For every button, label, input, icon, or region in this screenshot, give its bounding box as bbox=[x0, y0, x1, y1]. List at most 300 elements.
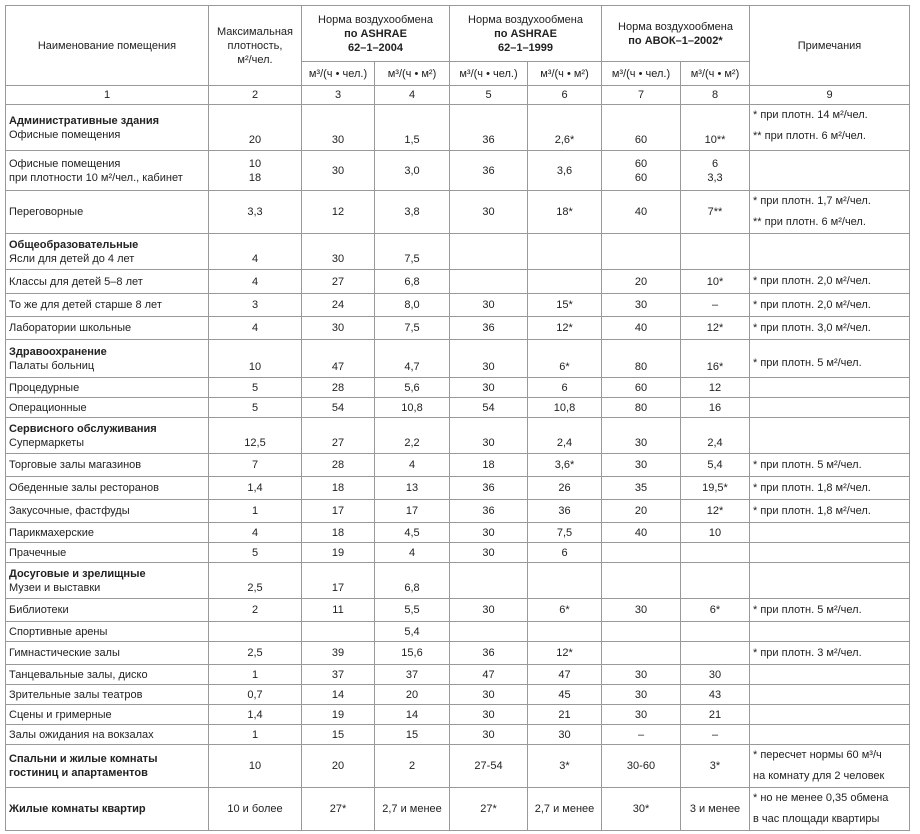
density-cell bbox=[209, 294, 302, 317]
table-row bbox=[6, 500, 910, 523]
abok-person-cell bbox=[602, 294, 681, 317]
cell-value: 45 bbox=[558, 688, 571, 701]
table-row bbox=[6, 340, 910, 378]
note-cell bbox=[750, 340, 910, 378]
note-cell bbox=[750, 563, 910, 599]
note-cell bbox=[750, 477, 910, 500]
ashrae2004-person-cell bbox=[302, 705, 375, 725]
cell-value: 20 bbox=[634, 275, 648, 288]
cell-value: 27 bbox=[331, 275, 345, 288]
ashrae1999-person-cell bbox=[450, 270, 528, 294]
room-name-cell bbox=[6, 622, 209, 642]
ashrae1999-person-cell bbox=[450, 340, 528, 378]
cell-value: 30 bbox=[482, 361, 495, 373]
cell-value: 1 bbox=[251, 505, 259, 517]
cell-value: 30 bbox=[482, 299, 495, 311]
room-name: Лаборатории школьные bbox=[9, 322, 132, 334]
unit-abok-person: м³/(ч • чел.) bbox=[602, 62, 681, 86]
room-name-cell bbox=[6, 665, 209, 685]
cell-value: 6* bbox=[709, 604, 721, 616]
room-name: Жилые комнаты квартир bbox=[9, 803, 146, 815]
ashrae1999-person-cell bbox=[450, 745, 528, 788]
ashrae1999-person-cell bbox=[450, 705, 528, 725]
note-cell bbox=[750, 622, 910, 642]
note-line: ** при плотн. 6 м²/чел. bbox=[753, 216, 866, 228]
cell-value: 5,6 bbox=[404, 381, 420, 394]
note-cell bbox=[750, 685, 910, 705]
ashrae2004-person-cell bbox=[302, 543, 375, 563]
cell-value: 20 bbox=[248, 134, 262, 146]
cell-value: 1,4 bbox=[247, 482, 263, 494]
cell-value: – bbox=[711, 728, 719, 741]
abok-area-cell bbox=[681, 563, 750, 599]
cell-value: 27-54 bbox=[474, 760, 503, 772]
cell-value: 3,3 bbox=[707, 171, 723, 184]
ashrae1999-person-cell bbox=[450, 398, 528, 418]
cell-value: 2,4 bbox=[556, 437, 573, 449]
cell-value: 30 bbox=[708, 668, 722, 681]
cell-value: 15 bbox=[405, 728, 419, 741]
ashrae2004-person-cell bbox=[302, 105, 375, 151]
table-row bbox=[6, 105, 910, 151]
table-row bbox=[6, 378, 910, 398]
ashrae1999-area-cell bbox=[528, 642, 602, 665]
density-cell bbox=[209, 665, 302, 685]
abok-area-cell bbox=[681, 745, 750, 788]
ashrae1999-area-cell bbox=[528, 477, 602, 500]
note-cell bbox=[750, 543, 910, 563]
table-body bbox=[6, 105, 910, 831]
ashrae1999-area-cell bbox=[528, 418, 602, 454]
abok-area-cell bbox=[681, 317, 750, 340]
cell-value: 4 bbox=[251, 253, 259, 265]
note-cell bbox=[750, 317, 910, 340]
cell-value: 10,8 bbox=[401, 401, 423, 414]
abok-person-cell bbox=[602, 685, 681, 705]
note-cell bbox=[750, 454, 910, 477]
ashrae1999-person-cell bbox=[450, 477, 528, 500]
ashrae2004-area-cell bbox=[375, 705, 450, 725]
column-number: 5 bbox=[450, 86, 528, 105]
cell-value: 40 bbox=[634, 206, 648, 218]
density-cell bbox=[209, 378, 302, 398]
ashrae1999-area-cell bbox=[528, 543, 602, 563]
ashrae1999-area-cell bbox=[528, 685, 602, 705]
cell-value: 10 bbox=[248, 157, 262, 170]
cell-value: 37 bbox=[331, 668, 345, 681]
cell-value: 16 bbox=[708, 401, 722, 414]
ashrae1999-area-cell bbox=[528, 191, 602, 234]
room-name: Спортивные арены bbox=[9, 625, 108, 638]
ashrae1999-person-cell bbox=[450, 685, 528, 705]
ashrae2004-area-cell bbox=[375, 454, 450, 477]
note-line: на комнату для 2 человек bbox=[753, 770, 885, 782]
cell-value: 30 bbox=[331, 253, 345, 265]
note-line: * при плотн. 3 м²/чел. bbox=[753, 646, 862, 659]
ashrae1999-area-cell bbox=[528, 523, 602, 543]
ashrae2004-person-cell bbox=[302, 477, 375, 500]
cell-value: 18 bbox=[331, 482, 345, 494]
ashrae2004-person-cell bbox=[302, 317, 375, 340]
cell-value: 35 bbox=[634, 482, 648, 494]
room-name-cell bbox=[6, 705, 209, 725]
room-name-cell bbox=[6, 788, 209, 831]
abok-person-cell bbox=[602, 191, 681, 234]
abok-person-cell bbox=[602, 151, 681, 191]
room-name: То же для детей старше 8 лет bbox=[9, 299, 162, 311]
table-row bbox=[6, 523, 910, 543]
table-row bbox=[6, 745, 910, 788]
cell-value: 3,8 bbox=[404, 206, 420, 218]
unit-ashrae1999-person: м³/(ч • чел.) bbox=[450, 62, 528, 86]
ashrae1999-area-cell bbox=[528, 725, 602, 745]
room-name-cell bbox=[6, 294, 209, 317]
room-name: Офисные помещения bbox=[9, 128, 121, 141]
ashrae2004-person-cell bbox=[302, 418, 375, 454]
ashrae2004-person-cell bbox=[302, 563, 375, 599]
ashrae2004-person-cell bbox=[302, 788, 375, 831]
ashrae2004-area-cell bbox=[375, 294, 450, 317]
density-cell bbox=[209, 340, 302, 378]
abok-person-cell bbox=[602, 622, 681, 642]
table-row bbox=[6, 270, 910, 294]
room-name-cell bbox=[6, 270, 209, 294]
cell-value: 6,8 bbox=[404, 275, 420, 288]
cell-value: 30 bbox=[634, 459, 648, 471]
cell-value: 10 bbox=[248, 760, 262, 772]
abok-area-cell bbox=[681, 418, 750, 454]
abok-area-cell bbox=[681, 705, 750, 725]
note-line: * при плотн. 14 м²/чел. bbox=[753, 109, 868, 121]
abok-person-cell bbox=[602, 398, 681, 418]
cell-value: 3,0 bbox=[404, 164, 420, 177]
ashrae1999-person-cell bbox=[450, 317, 528, 340]
cell-value: 27* bbox=[329, 803, 347, 815]
ashrae2004-area-cell bbox=[375, 234, 450, 270]
cell-value: 27 bbox=[331, 437, 345, 449]
abok-area-cell bbox=[681, 234, 750, 270]
note-line: * при плотн. 1,8 м²/чел. bbox=[753, 481, 871, 494]
abok-area-cell bbox=[681, 685, 750, 705]
abok-person-cell bbox=[602, 317, 681, 340]
room-name-cell bbox=[6, 543, 209, 563]
ashrae1999-area-cell bbox=[528, 563, 602, 599]
ashrae1999-person-cell bbox=[450, 105, 528, 151]
cell-value: 30 bbox=[558, 728, 571, 741]
cell-value: 7** bbox=[707, 206, 723, 218]
room-name: Переговорные bbox=[9, 206, 84, 218]
note-cell bbox=[750, 378, 910, 398]
abok-person-cell bbox=[602, 642, 681, 665]
abok-area-cell bbox=[681, 543, 750, 563]
cell-value: 2,4 bbox=[707, 437, 723, 449]
cell-value: 20 bbox=[634, 505, 648, 517]
group-heading: Досуговые и зрелищные bbox=[9, 567, 146, 580]
ashrae1999-area-cell bbox=[528, 665, 602, 685]
room-name: Торговые залы магазинов bbox=[9, 459, 142, 471]
ashrae1999-area-cell bbox=[528, 599, 602, 622]
note-cell bbox=[750, 151, 910, 191]
ventilation-norms-page bbox=[5, 5, 910, 831]
note-cell bbox=[750, 745, 910, 788]
cell-value: 30 bbox=[482, 546, 495, 559]
cell-value: 15* bbox=[556, 299, 573, 311]
cell-value: 10 и более bbox=[227, 803, 283, 815]
ashrae1999-person-cell bbox=[450, 622, 528, 642]
room-name: Танцевальные залы, диско bbox=[9, 668, 148, 681]
table-row bbox=[6, 418, 910, 454]
header-name: Наименование помещения bbox=[6, 6, 209, 86]
room-name-cell bbox=[6, 642, 209, 665]
group-heading: Общеобразовательные bbox=[9, 238, 139, 251]
ashrae1999-person-cell bbox=[450, 642, 528, 665]
density-cell bbox=[209, 745, 302, 788]
ashrae2004-area-cell bbox=[375, 642, 450, 665]
cell-value: 5,5 bbox=[404, 604, 420, 616]
room-name-cell bbox=[6, 685, 209, 705]
cell-value: 2,2 bbox=[404, 437, 420, 449]
cell-value: 17 bbox=[331, 582, 345, 594]
ashrae2004-person-cell bbox=[302, 454, 375, 477]
room-name: Процедурные bbox=[9, 381, 80, 394]
ashrae1999-area-cell bbox=[528, 705, 602, 725]
note-line: * при плотн. 1,8 м²/чел. bbox=[753, 504, 871, 517]
cell-value: 12* bbox=[706, 322, 724, 334]
abok-person-cell bbox=[602, 477, 681, 500]
table-row bbox=[6, 599, 910, 622]
cell-value: 47 bbox=[482, 668, 495, 681]
cell-value: 3* bbox=[709, 760, 721, 772]
ashrae2004-area-cell bbox=[375, 418, 450, 454]
cell-value: 10** bbox=[704, 134, 726, 146]
room-name: Закусочные, фастфуды bbox=[9, 505, 130, 517]
ashrae1999-area-cell bbox=[528, 454, 602, 477]
cell-value: 12* bbox=[706, 505, 724, 517]
unit-abok-area: м³/(ч • м²) bbox=[681, 62, 750, 86]
table-row bbox=[6, 543, 910, 563]
cell-value: 36 bbox=[558, 505, 571, 517]
room-name: Операционные bbox=[9, 401, 87, 414]
cell-value: 1 bbox=[251, 668, 259, 681]
ashrae1999-person-cell bbox=[450, 599, 528, 622]
ashrae1999-person-cell bbox=[450, 454, 528, 477]
ashrae2004-area-cell bbox=[375, 398, 450, 418]
cell-value: 10,8 bbox=[553, 401, 576, 414]
ashrae2004-area-cell bbox=[375, 191, 450, 234]
ashrae1999-area-cell bbox=[528, 294, 602, 317]
ashrae1999-person-cell bbox=[450, 665, 528, 685]
ashrae2004-person-cell bbox=[302, 745, 375, 788]
cell-value: 30 bbox=[482, 526, 495, 539]
note-cell bbox=[750, 294, 910, 317]
note-line: * при плотн. 5 м²/чел. bbox=[753, 458, 862, 471]
density-cell bbox=[209, 477, 302, 500]
abok-person-cell bbox=[602, 543, 681, 563]
room-name-cell bbox=[6, 725, 209, 745]
cell-value: 5 bbox=[251, 546, 259, 559]
group-heading: Здравоохранение bbox=[9, 345, 107, 358]
note-cell bbox=[750, 665, 910, 685]
note-cell bbox=[750, 725, 910, 745]
abok-area-cell bbox=[681, 622, 750, 642]
cell-value: 30 bbox=[482, 728, 495, 741]
ashrae2004-person-cell bbox=[302, 500, 375, 523]
cell-value: 2 bbox=[251, 604, 259, 616]
cell-value: 30 bbox=[331, 164, 345, 177]
abok-area-cell bbox=[681, 105, 750, 151]
header-abok: Норма воздухообмена по АВОК–1–2002* bbox=[602, 6, 750, 62]
ashrae2004-area-cell bbox=[375, 317, 450, 340]
abok-area-cell bbox=[681, 788, 750, 831]
abok-person-cell bbox=[602, 563, 681, 599]
note-cell bbox=[750, 234, 910, 270]
note-cell bbox=[750, 500, 910, 523]
table-row bbox=[6, 642, 910, 665]
ashrae2004-area-cell bbox=[375, 270, 450, 294]
header-ashrae-2004: Норма воздухообмена по ASHRAE 62–1–2004 bbox=[302, 6, 450, 62]
note-cell bbox=[750, 599, 910, 622]
abok-person-cell bbox=[602, 234, 681, 270]
cell-value: 5,4 bbox=[404, 625, 420, 638]
density-cell bbox=[209, 454, 302, 477]
ashrae1999-area-cell bbox=[528, 788, 602, 831]
cell-value: 60 bbox=[634, 381, 648, 394]
cell-value: 39 bbox=[331, 647, 345, 659]
cell-value: – bbox=[711, 299, 719, 311]
ashrae1999-area-cell bbox=[528, 340, 602, 378]
note-line: * при плотн. 5 м²/чел. bbox=[753, 357, 862, 369]
ashrae2004-area-cell bbox=[375, 599, 450, 622]
cell-value: 30 bbox=[634, 708, 648, 721]
ashrae1999-area-cell bbox=[528, 270, 602, 294]
abok-area-cell bbox=[681, 454, 750, 477]
cell-value: 80 bbox=[634, 361, 648, 373]
cell-value: 6* bbox=[559, 361, 570, 373]
note-line: * при плотн. 2,0 м²/чел. bbox=[753, 275, 871, 287]
room-name: Сцены и гримерные bbox=[9, 708, 112, 721]
ashrae2004-person-cell bbox=[302, 378, 375, 398]
ashrae2004-person-cell bbox=[302, 234, 375, 270]
ashrae1999-person-cell bbox=[450, 543, 528, 563]
abok-area-cell bbox=[681, 270, 750, 294]
ashrae2004-area-cell bbox=[375, 745, 450, 788]
group-heading: Сервисного обслуживания bbox=[9, 422, 157, 435]
density-cell bbox=[209, 622, 302, 642]
ashrae1999-area-cell bbox=[528, 234, 602, 270]
cell-value: 18* bbox=[556, 206, 573, 218]
abok-area-cell bbox=[681, 642, 750, 665]
cell-value: 13 bbox=[405, 482, 419, 494]
cell-value: 54 bbox=[331, 401, 345, 414]
cell-value: 36 bbox=[482, 647, 495, 659]
cell-value: 37 bbox=[405, 668, 419, 681]
cell-value: 30 bbox=[634, 668, 648, 681]
ashrae2004-person-cell bbox=[302, 398, 375, 418]
cell-value: 5,4 bbox=[707, 459, 723, 471]
ashrae2004-area-cell bbox=[375, 523, 450, 543]
ashrae2004-area-cell bbox=[375, 477, 450, 500]
cell-value: 7,5 bbox=[404, 253, 420, 265]
room-name: Гимнастические залы bbox=[9, 647, 120, 659]
abok-area-cell bbox=[681, 378, 750, 398]
cell-value: 30-60 bbox=[626, 760, 656, 772]
abok-person-cell bbox=[602, 418, 681, 454]
cell-value: 30 bbox=[634, 437, 648, 449]
ashrae2004-area-cell bbox=[375, 378, 450, 398]
abok-person-cell bbox=[602, 725, 681, 745]
density-cell bbox=[209, 398, 302, 418]
ashrae2004-area-cell bbox=[375, 500, 450, 523]
ashrae2004-area-cell bbox=[375, 685, 450, 705]
cell-value: 17 bbox=[331, 505, 345, 517]
ashrae1999-person-cell bbox=[450, 563, 528, 599]
ashrae1999-area-cell bbox=[528, 151, 602, 191]
ashrae1999-person-cell bbox=[450, 418, 528, 454]
ashrae2004-person-cell bbox=[302, 599, 375, 622]
room-name-cell bbox=[6, 378, 209, 398]
cell-value: 8,0 bbox=[404, 299, 420, 311]
ashrae1999-person-cell bbox=[450, 378, 528, 398]
cell-value: 4 bbox=[251, 526, 259, 539]
cell-value: 60 bbox=[634, 134, 648, 146]
cell-value: 6,8 bbox=[404, 582, 420, 594]
note-cell bbox=[750, 105, 910, 151]
ashrae2004-area-cell bbox=[375, 563, 450, 599]
ashrae2004-area-cell bbox=[375, 788, 450, 831]
ashrae1999-area-cell bbox=[528, 378, 602, 398]
cell-value: 40 bbox=[634, 526, 648, 539]
cell-value: 21 bbox=[708, 708, 722, 721]
abok-area-cell bbox=[681, 294, 750, 317]
ashrae2004-area-cell bbox=[375, 543, 450, 563]
room-name: гостиниц и апартаментов bbox=[9, 767, 148, 779]
cell-value: 24 bbox=[331, 299, 345, 311]
header-density: Максимальная плотность, м²/чел. bbox=[209, 6, 302, 86]
column-number: 3 bbox=[302, 86, 375, 105]
room-name-cell bbox=[6, 191, 209, 234]
room-name: Палаты больниц bbox=[9, 359, 95, 372]
abok-person-cell bbox=[602, 665, 681, 685]
abok-area-cell bbox=[681, 151, 750, 191]
ashrae1999-area-cell bbox=[528, 745, 602, 788]
cell-value: 3,6* bbox=[554, 459, 575, 471]
ashrae2004-person-cell bbox=[302, 642, 375, 665]
cell-value: 40 bbox=[634, 322, 648, 334]
room-name-cell bbox=[6, 563, 209, 599]
note-line: * при плотн. 3,0 м²/чел. bbox=[753, 321, 871, 334]
cell-value: 7,5 bbox=[404, 322, 420, 334]
cell-value: 12* bbox=[556, 322, 573, 334]
header-notes: Примечания bbox=[750, 6, 910, 86]
cell-value: 30 bbox=[482, 437, 495, 449]
column-number: 6 bbox=[528, 86, 602, 105]
room-name: Спальни и жилые комнаты bbox=[9, 753, 158, 765]
cell-value: 30 bbox=[482, 688, 495, 701]
density-cell bbox=[209, 725, 302, 745]
note-line: * пересчет нормы 60 м³/ч bbox=[753, 749, 882, 761]
table-row bbox=[6, 788, 910, 831]
cell-value: 1,5 bbox=[404, 134, 420, 146]
cell-value: 10* bbox=[706, 275, 724, 288]
room-name-cell bbox=[6, 599, 209, 622]
note-cell bbox=[750, 788, 910, 831]
cell-value: 21 bbox=[558, 708, 571, 721]
abok-person-cell bbox=[602, 340, 681, 378]
room-name-cell bbox=[6, 234, 209, 270]
table-row bbox=[6, 563, 910, 599]
cell-value: 3 и менее bbox=[689, 803, 741, 815]
cell-value: 60 bbox=[634, 157, 648, 170]
